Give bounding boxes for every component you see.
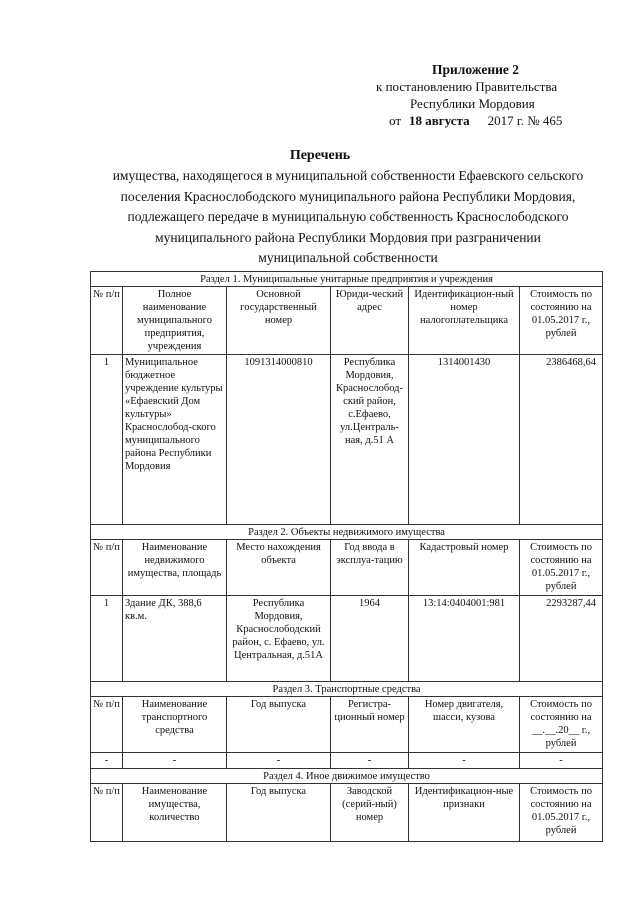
s2-cell-year: 1964 [331,596,409,682]
s1-header-address: Юриди-ческий адрес [331,287,409,355]
section-2-data-row [91,596,603,682]
section-1-title-row [91,272,603,287]
s3-header-num: № п/п [91,697,123,753]
s2-cell-cadastral: 13:14:0404001:981 [409,596,520,682]
section-1-header-row [91,287,603,355]
date-prefix: от [389,113,402,128]
s1-cell-inn: 1314001430 [409,355,520,525]
s2-header-year: Год ввода в эксплуа-тацию [331,540,409,596]
appendix-label: Приложение 2 [432,62,520,77]
section-2-title: Раздел 2. Объекты недвижимого имущества [91,525,603,540]
s1-cell-cost: 2386468,64 [520,355,603,525]
section-3-title-row [91,682,603,697]
s3-header-regnum: Регистра-ционный номер [331,697,409,753]
s2-header-num: № п/п [91,540,123,596]
s1-cell-num: 1 [91,355,123,525]
s2-header-cadastral: Кадастровый номер [409,540,520,596]
s1-cell-ogrn: 1091314000810 [227,355,331,525]
section-1-data-row [91,355,603,525]
s1-header-cost: Стоимость по состоянию на 01.05.2017 г., рублей [520,287,603,355]
s2-cell-cost: 2293287,44 [520,596,603,682]
s2-cell-name: Здание ДК, 388,6 кв.м. [123,596,227,682]
section-3-data-row [91,753,603,769]
s4-header-serial: Заводской (серий-ный) номер [331,784,409,842]
s4-header-year: Год выпуска [227,784,331,842]
s4-header-features: Идентификацион-ные признаки [409,784,520,842]
section-3-title: Раздел 3. Транспортные средства [91,682,603,697]
s2-header-location: Место нахождения объекта [227,540,331,596]
section-2-header-row [91,540,603,596]
s3-cell-cost: - [520,753,603,769]
section-3-header-row [91,697,603,753]
document-title: Перечень [289,148,351,163]
s3-header-engine: Номер двигателя, шасси, кузова [409,697,520,753]
s3-cell-year: - [227,753,331,769]
s2-header-name: Наименование недвижимого имущества, площадь [123,540,227,596]
s1-header-ogrn: Основной государственный номер [227,287,331,355]
section-4-title: Раздел 4. Иное движимое имущество [91,769,603,784]
date-day-month: 18 августа [409,113,470,128]
s3-cell-name: - [123,753,227,769]
s3-header-year: Год выпуска [227,697,331,753]
s4-header-name: Наименование имущества, количество [123,784,227,842]
s4-header-cost: Стоимость по состоянию на 01.05.2017 г., рублей [520,784,603,842]
s4-header-num: № п/п [91,784,123,842]
s1-header-name: Полное наименование муниципального предприятия, учреждения [123,287,227,355]
appendix-date-line [389,113,562,129]
section-1-title: Раздел 1. Муниципальные унитарные предприятия и учреждения [91,272,603,287]
appendix-line-1: к постановлению Правительства [376,79,558,94]
s2-cell-num: 1 [91,596,123,682]
section-2-title-row [91,525,603,540]
date-rest: 2017 г. № 465 [487,113,563,128]
s1-header-num: № п/п [91,287,123,355]
s1-header-inn: Идентификацион-ный номер налогоплательщика [409,287,520,355]
s2-header-cost: Стоимость по состоянию на 01.05.2017 г., рублей [520,540,603,596]
s3-header-cost: Стоимость по состоянию на __.__.20__ г., рублей [520,697,603,753]
s1-cell-name: Муниципальное бюджетное учреждение культуры «Ефаевский Дом культуры» Краснослобод-ского муниципального района Республики Мордовия [123,355,227,525]
s3-cell-engine: - [409,753,520,769]
s3-cell-regnum: - [331,753,409,769]
appendix-line-2: Республики Мордовия [410,96,535,111]
s3-cell-num: - [91,753,123,769]
s3-header-name: Наименование транспортного средства [123,697,227,753]
property-table [90,271,603,842]
s1-cell-address: Республика Мордовия, Краснослобод-ский район, с.Ефаево, ул.Централь-ная, д.51 А [331,355,409,525]
section-4-header-row [91,784,603,842]
document-subtitle: имущества, находящегося в муниципальной собственности Ефаевского сельского поселения Краснослободского муниципального района Республики Мордовия, подлежащего передаче в муниципальную собственность Краснослободского муниципального района Республики Мордовия при разграничении муниципальной собственности [112,168,584,265]
s2-cell-location: Республика Мордовия, Краснослободский район, с. Ефаево, ул. Центральная, д.51А [227,596,331,682]
section-4-title-row [91,769,603,784]
